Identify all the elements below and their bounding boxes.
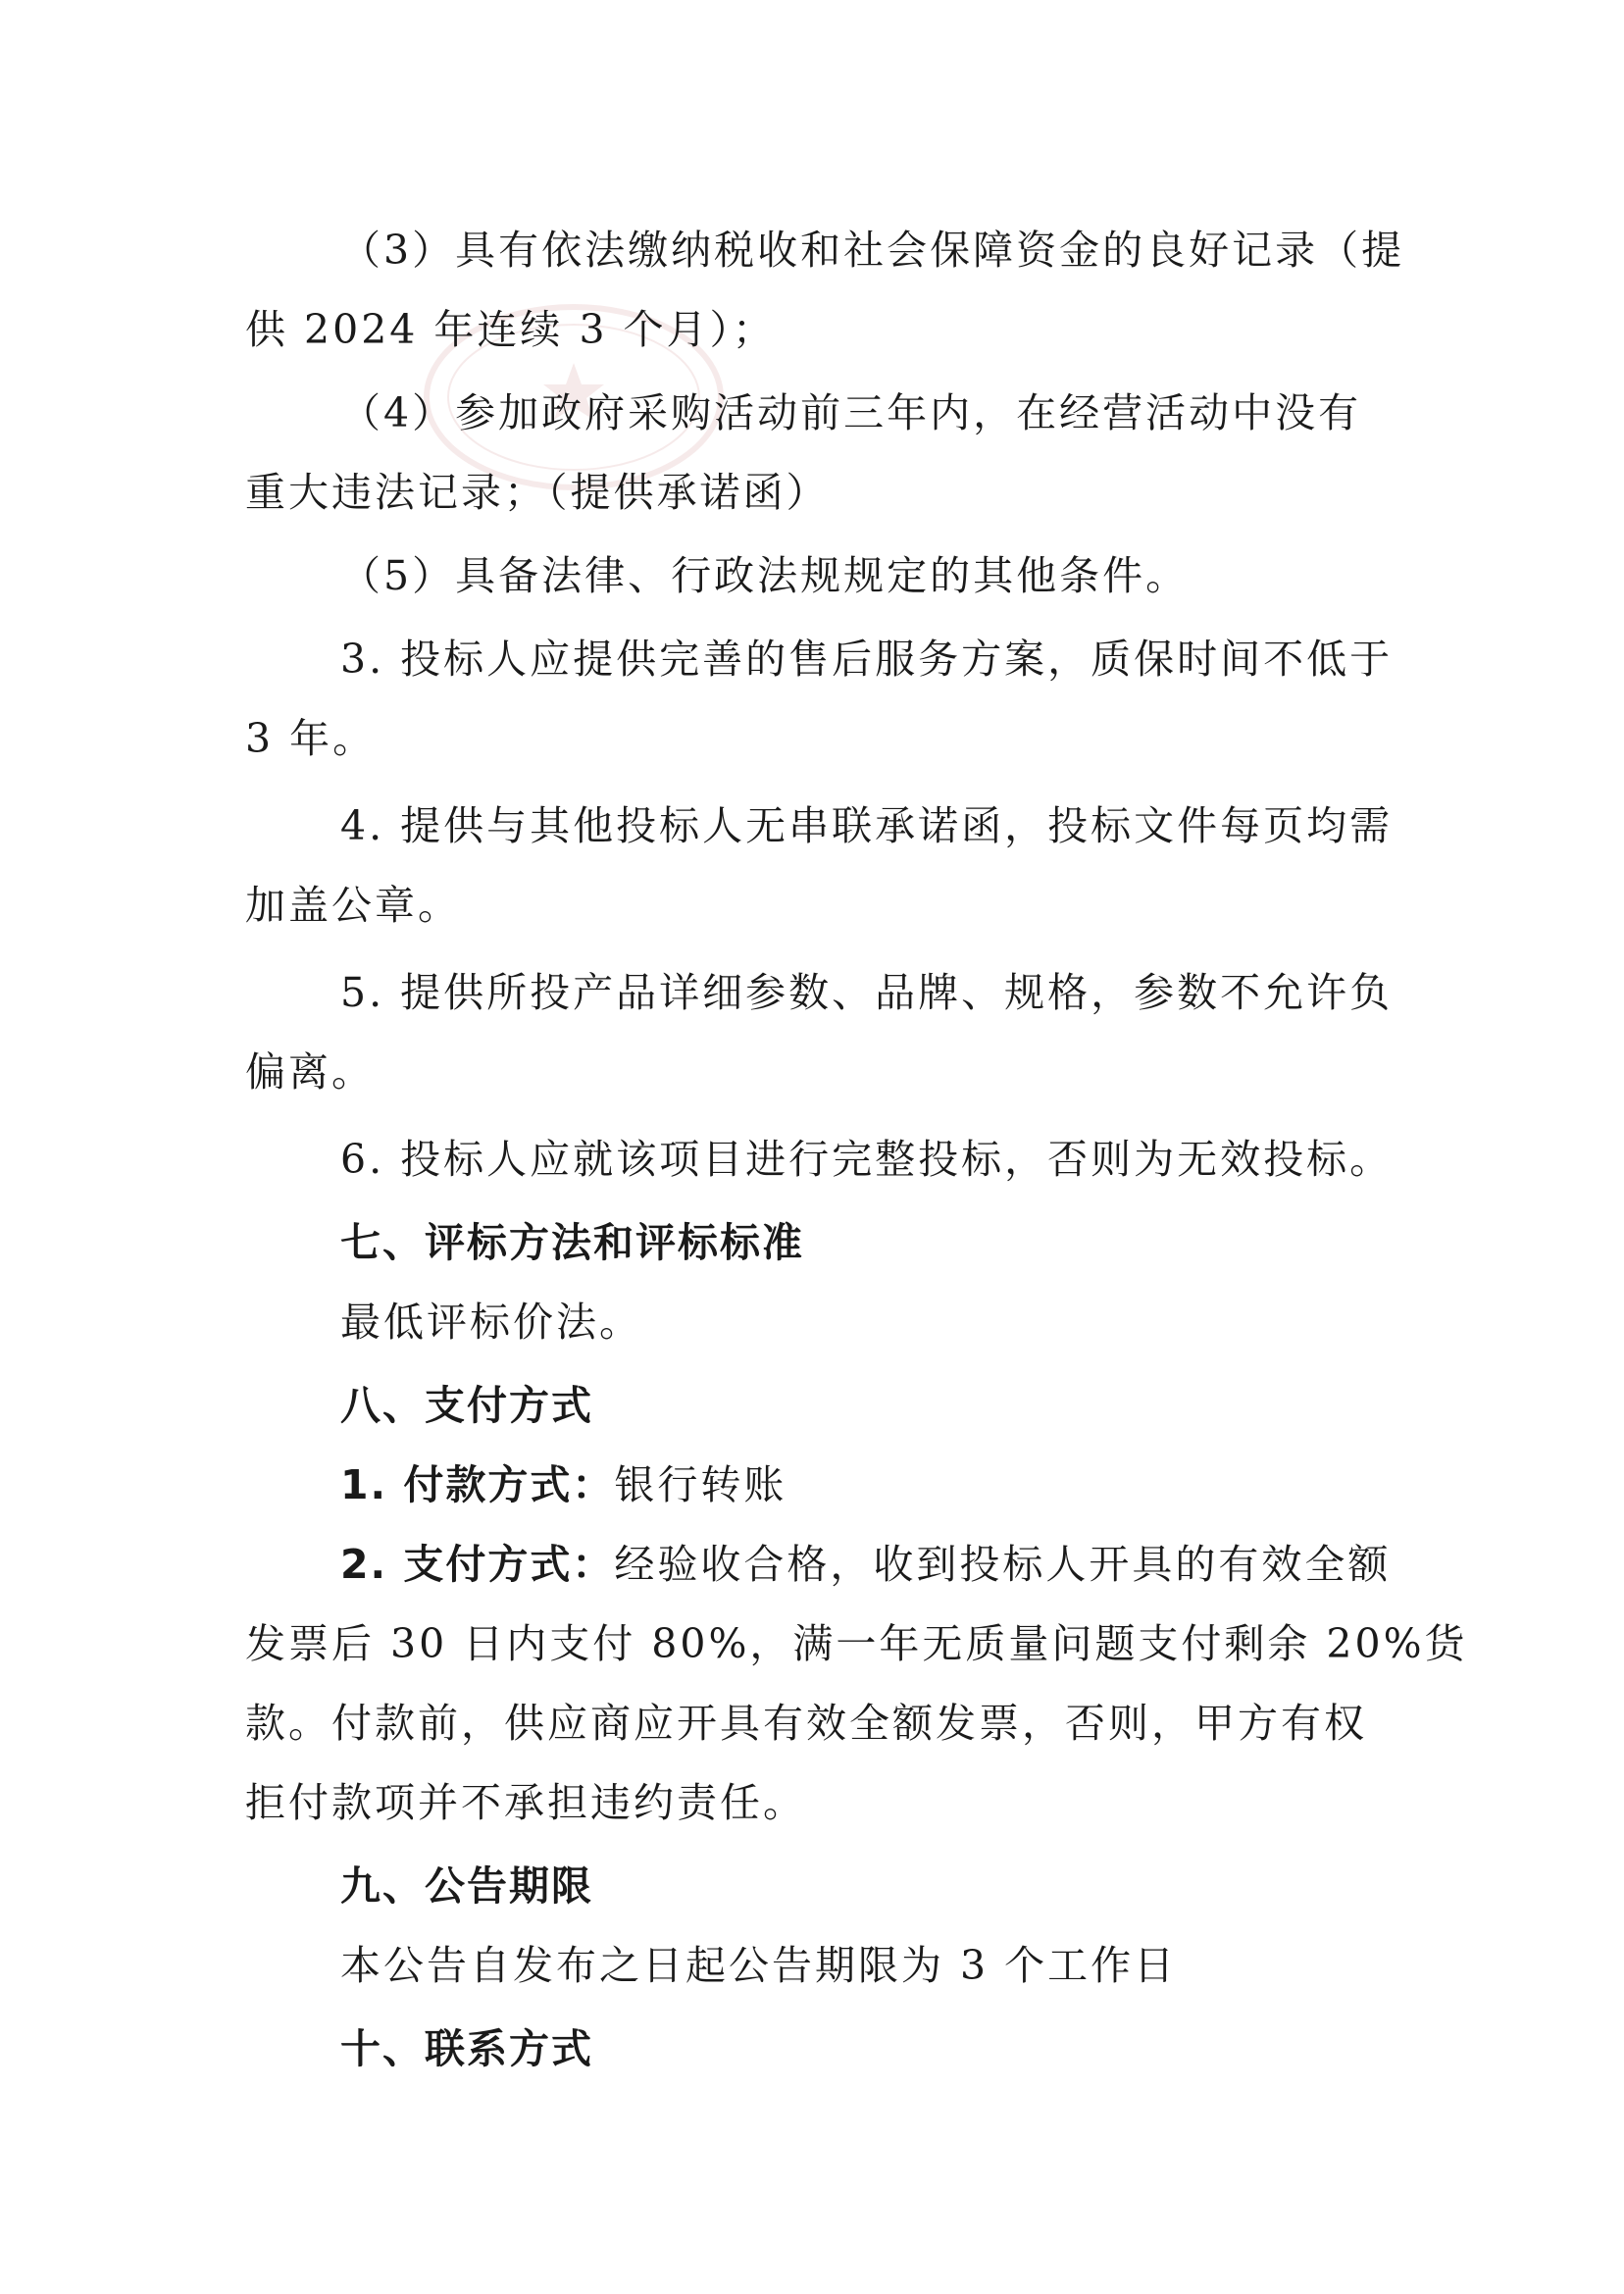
item-6-line1: 6. 投标人应就该项目进行完整投标，否则为无效投标。	[340, 1136, 1394, 1183]
section-9-body: 本公告自发布之日起公告期限为 3 个工作日	[340, 1942, 1178, 1989]
section-9-heading: 九、公告期限	[340, 1862, 593, 1910]
item-5-line2: 偏离。	[245, 1048, 375, 1096]
section-10-heading: 十、联系方式	[340, 2025, 593, 2072]
item-4-line1: 4. 提供与其他投标人无串联承诺函，投标文件每页均需	[340, 802, 1394, 849]
item-5-line1: 5. 提供所投产品详细参数、品牌、规格，参数不允许负	[340, 969, 1394, 1016]
payment-terms-label: 2. 支付方式：	[340, 1541, 615, 1588]
payment-method-label: 1. 付款方式：	[340, 1461, 615, 1508]
paragraph-5-line1: （5）具备法律、行政法规规定的其他条件。	[340, 552, 1190, 599]
section-7-heading: 七、评标方法和评标标准	[340, 1219, 804, 1266]
payment-terms-line3: 款。付款前，供应商应开具有效全额发票，否则，甲方有权	[245, 1700, 1367, 1747]
payment-terms-line1	[245, 1525, 1393, 1605]
payment-method-line	[245, 1446, 1393, 1525]
payment-terms-line4: 拒付款项并不承担违约责任。	[245, 1779, 806, 1826]
payment-method-text: 银行转账	[614, 1461, 787, 1508]
payment-terms-text: 经验收合格，收到投标人开具的有效全额	[614, 1541, 1392, 1588]
paragraph-4-line2: 重大违法记录；（提供承诺函）	[245, 469, 830, 516]
section-7-body: 最低评标价法。	[340, 1299, 642, 1346]
item-3-line1: 3. 投标人应提供完善的售后服务方案，质保时间不低于	[340, 636, 1394, 683]
item-4-line2: 加盖公章。	[245, 882, 461, 929]
item-3-line2: 3 年。	[245, 715, 377, 762]
paragraph-4-line1: （4）参加政府采购活动前三年内，在经营活动中没有	[340, 389, 1362, 436]
paragraph-3-line1: （3）具有依法缴纳税收和社会保障资金的良好记录（提	[340, 227, 1405, 274]
payment-terms-line2: 发票后 30 日内支付 80%，满一年无质量问题支付剩余 20%货	[245, 1620, 1468, 1667]
section-8-heading: 八、支付方式	[340, 1382, 593, 1429]
document-body	[245, 211, 1468, 2089]
paragraph-3-line2: 供 2024 年连续 3 个月）；	[245, 306, 777, 353]
